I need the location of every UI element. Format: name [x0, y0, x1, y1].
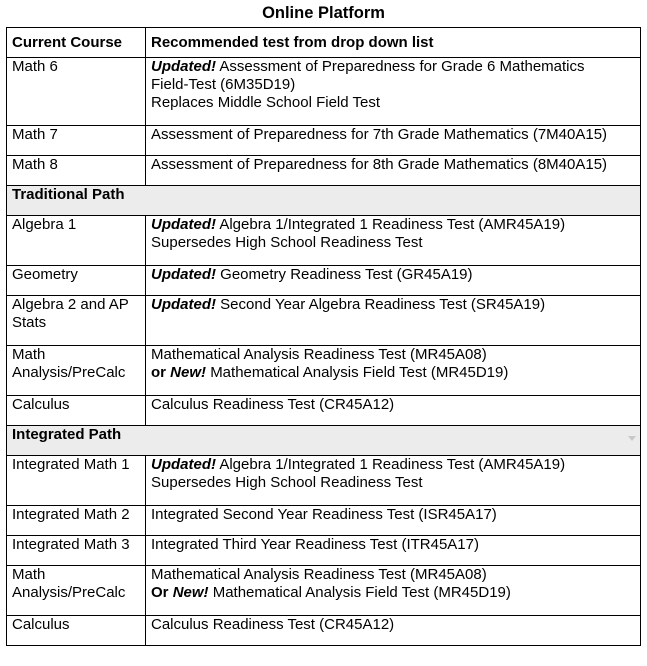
section-label: Traditional Path	[7, 186, 641, 216]
test-cell: Calculus Readiness Test (CR45A12)	[146, 616, 641, 646]
table-row	[7, 506, 641, 536]
test-cell: Calculus Readiness Test (CR45A12)	[146, 396, 641, 426]
course-cell: Algebra 2 and AP Stats	[7, 296, 146, 346]
table-row	[7, 216, 641, 266]
updated-flag: Updated!	[151, 266, 216, 283]
course-cell: Math 6	[7, 58, 146, 126]
table-row	[7, 616, 641, 646]
updated-flag: Updated!	[151, 296, 216, 313]
course-cell: Integrated Math 1	[7, 456, 146, 506]
test-cell: Updated! Geometry Readiness Test (GR45A19)	[146, 266, 641, 296]
header-recommended-test: Recommended test from drop down list	[146, 28, 641, 58]
updated-flag: Updated!	[151, 216, 216, 233]
header-current-course: Current Course	[7, 28, 146, 58]
course-cell: Integrated Math 3	[7, 536, 146, 566]
test-cell: Updated! Algebra 1/Integrated 1 Readiness Test (AMR45A19) Supersedes High School Readiness Test	[146, 456, 641, 506]
table-row	[7, 156, 641, 186]
test-cell: Updated! Second Year Algebra Readiness Test (SR45A19)	[146, 296, 641, 346]
table-row	[7, 396, 641, 426]
page-title: Online Platform	[262, 4, 385, 22]
new-flag: New!	[172, 584, 209, 601]
test-cell: Mathematical Analysis Readiness Test (MR45A08) Or New! Mathematical Analysis Field Test (MR45D19)	[146, 566, 641, 616]
section-header-integrated	[7, 426, 641, 456]
table-row	[7, 126, 641, 156]
table-row	[7, 566, 641, 616]
dropdown-caret-icon	[628, 436, 636, 441]
table-row	[7, 456, 641, 506]
course-cell: Math Analysis/PreCalc	[7, 346, 146, 396]
table-row	[7, 296, 641, 346]
course-cell: Algebra 1	[7, 216, 146, 266]
table-row	[7, 346, 641, 396]
test-cell: Updated! Assessment of Preparedness for Grade 6 Mathematics Field-Test (6M35D19) Replaces Middle School Field Test	[146, 58, 641, 126]
updated-flag: Updated!	[151, 456, 216, 473]
table-row	[7, 58, 641, 126]
course-cell: Integrated Math 2	[7, 506, 146, 536]
test-cell: Mathematical Analysis Readiness Test (MR45A08) or New! Mathematical Analysis Field Test (MR45D19)	[146, 346, 641, 396]
course-cell: Calculus	[7, 616, 146, 646]
course-cell: Math Analysis/PreCalc	[7, 566, 146, 616]
table-row	[7, 536, 641, 566]
table-row	[7, 266, 641, 296]
test-cell: Assessment of Preparedness for 7th Grade Mathematics (7M40A15)	[146, 126, 641, 156]
test-cell: Assessment of Preparedness for 8th Grade Mathematics (8M40A15)	[146, 156, 641, 186]
new-flag: New!	[170, 364, 207, 381]
table-header-row	[7, 28, 641, 58]
test-cell: Integrated Second Year Readiness Test (ISR45A17)	[146, 506, 641, 536]
updated-flag: Updated!	[151, 58, 216, 75]
course-cell: Math 8	[7, 156, 146, 186]
course-cell: Math 7	[7, 126, 146, 156]
section-label: Integrated Path	[7, 426, 641, 456]
course-cell: Calculus	[7, 396, 146, 426]
test-cell: Updated! Algebra 1/Integrated 1 Readiness Test (AMR45A19) Supersedes High School Readiness Test	[146, 216, 641, 266]
test-cell: Integrated Third Year Readiness Test (ITR45A17)	[146, 536, 641, 566]
section-header-traditional	[7, 186, 641, 216]
course-cell: Geometry	[7, 266, 146, 296]
course-test-table	[6, 27, 641, 646]
